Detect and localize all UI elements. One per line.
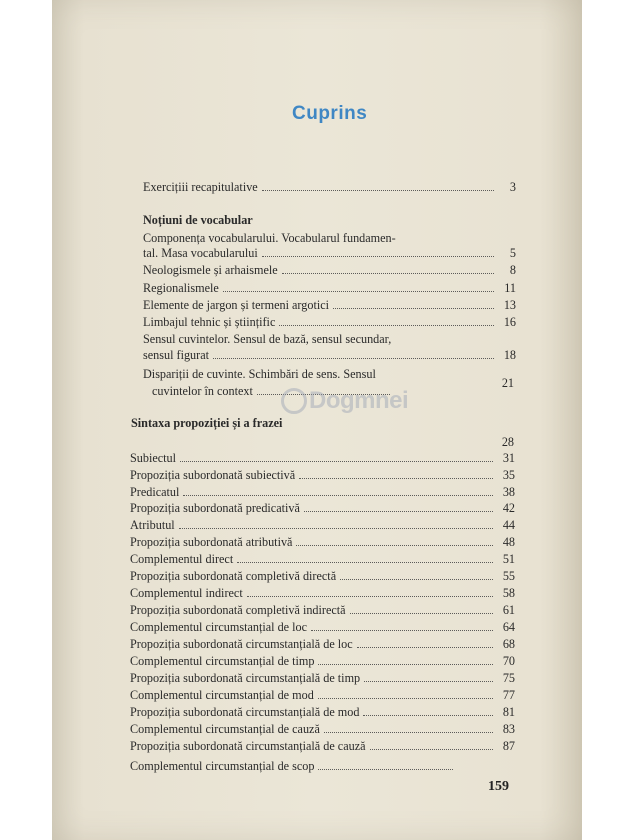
toc-entry-title: Atributul — [130, 518, 175, 532]
toc-entry-title: Propoziția subordonată circumstanțială de timp — [130, 671, 361, 685]
dot-leader — [179, 517, 493, 529]
dot-leader — [364, 670, 493, 682]
toc-entry — [130, 636, 515, 652]
toc-entry-page: 58 — [502, 586, 515, 600]
toc-entry-title: Limbajul tehnic și științific — [143, 315, 276, 329]
toc-entry-title: Complementul circumstanțial de scop — [130, 759, 315, 773]
dot-leader — [333, 297, 494, 309]
dot-leader — [279, 314, 494, 326]
toc-entry-title: Propoziția subordonată predicativă — [130, 501, 300, 515]
toc-entry — [130, 619, 515, 635]
toc-entry-page: 16 — [503, 315, 516, 329]
dot-leader — [183, 484, 493, 496]
watermark — [281, 387, 408, 415]
toc-entry-page: 61 — [502, 603, 515, 617]
toc-entry-page: 35 — [502, 468, 515, 482]
toc-entry-page: 13 — [503, 298, 516, 312]
toc-entry — [130, 534, 515, 550]
toc-entry — [130, 484, 515, 500]
toc-entry-page: 42 — [502, 501, 515, 515]
section-heading: Noțiuni de vocabular — [143, 213, 253, 227]
toc-entry-title: Propoziția subordonată circumstanțială de mod — [130, 705, 360, 719]
toc-entry — [130, 517, 515, 533]
toc-entry-page: 3 — [509, 180, 516, 194]
toc-entry-title: Neologismele și arhaismele — [143, 263, 278, 277]
toc-entry-page: 38 — [502, 485, 515, 499]
toc-entry-title: Dispariții de cuvinte. Schimbări de sens. Sensul — [143, 367, 376, 381]
toc-entry-page: 44 — [502, 518, 515, 532]
toc-entry-title: Propoziția subordonată circumstanțială de cauză — [130, 739, 366, 753]
toc-entry-title: Propoziția subordonată atributivă — [130, 535, 293, 549]
dot-leader — [262, 179, 494, 191]
toc-entry-page: 55 — [502, 569, 515, 583]
toc-entry-page: 77 — [502, 688, 515, 702]
toc-entry — [130, 704, 515, 720]
dot-leader — [296, 534, 493, 546]
toc-entry-page: 51 — [502, 552, 515, 566]
toc-entry — [143, 297, 516, 313]
toc-entry — [130, 653, 515, 669]
watermark-text: Dogmnei — [309, 387, 409, 414]
toc-entry-title: Propoziția subordonată completivă indirectă — [130, 603, 346, 617]
toc-entry — [130, 551, 515, 567]
dot-leader — [350, 602, 493, 614]
toc-entry-title: Exercițiii recapitulative — [143, 180, 258, 194]
toc-entry-page: 70 — [502, 654, 515, 668]
dot-leader — [357, 636, 493, 648]
dot-leader — [318, 687, 493, 699]
toc-entry-page: 87 — [502, 739, 515, 753]
dot-leader — [299, 467, 493, 479]
dot-leader — [237, 551, 493, 563]
toc-entry-title: Propoziția subordonată subiectivă — [130, 468, 296, 482]
page-number: 159 — [488, 779, 509, 794]
section-heading: Sintaxa propoziției și a frazei — [131, 416, 283, 430]
dot-leader — [304, 500, 493, 512]
toc-entry-title: Sensul cuvintelor. Sensul de bază, sensul secundar, — [143, 332, 392, 346]
toc-entry — [143, 245, 516, 261]
toc-entry — [130, 721, 515, 737]
toc-entry-title: Complementul circumstanțial de cauză — [130, 722, 320, 736]
dot-leader — [262, 245, 494, 257]
dot-leader — [223, 280, 494, 292]
toc-entry-title: Complementul direct — [130, 552, 234, 566]
toc-entry-page: 48 — [502, 535, 515, 549]
toc-entry — [130, 602, 515, 618]
dot-leader — [282, 262, 494, 274]
toc-entry-page: 68 — [502, 637, 515, 651]
dot-leader — [247, 585, 493, 597]
dot-leader — [340, 568, 493, 580]
toc-entry — [130, 467, 515, 483]
watermark-logo-icon — [281, 388, 307, 414]
dot-leader — [213, 347, 494, 359]
toc-entry — [130, 670, 515, 686]
toc-entry-title: Complementul circumstanțial de timp — [130, 654, 315, 668]
toc-entry — [143, 262, 516, 278]
toc-entry-page: 31 — [502, 451, 515, 465]
toc-entry-page: 21 — [501, 376, 514, 390]
toc-entry-title: Complementul indirect — [130, 586, 243, 600]
page-title: Cuprins — [292, 103, 368, 124]
toc-entry-title: Elemente de jargon și termeni argotici — [143, 298, 330, 312]
toc-entry — [143, 280, 516, 296]
toc-entry-title: cuvintelor în context — [152, 384, 253, 398]
toc-entry-title: Regionalismele — [143, 281, 219, 295]
toc-entry — [130, 738, 515, 754]
toc-entry-page: 5 — [509, 246, 516, 260]
toc-entry — [130, 687, 515, 703]
toc-entry-title: tal. Masa vocabularului — [143, 246, 258, 260]
toc-entry-title: Propoziția subordonată circumstanțială de loc — [130, 637, 353, 651]
toc-entry — [143, 179, 516, 195]
dot-leader — [311, 619, 493, 631]
toc-entry — [143, 314, 516, 330]
toc-entry-page: 8 — [509, 263, 516, 277]
dot-leader — [363, 704, 493, 716]
toc-entry-page: 28 — [501, 435, 514, 449]
toc-entry-page: 11 — [504, 281, 516, 295]
toc-entry — [130, 450, 515, 466]
toc-entry-page: 83 — [502, 722, 515, 736]
toc-entry-title: Componența vocabularului. Vocabularul fundamen- — [143, 231, 396, 245]
toc-entry — [130, 500, 515, 516]
dot-leader — [370, 738, 493, 750]
toc-entry — [130, 758, 475, 774]
toc-entry — [130, 585, 515, 601]
dot-leader — [318, 653, 493, 665]
toc-entry-title: Predicatul — [130, 485, 180, 499]
toc-entry-title: Propoziția subordonată completivă directă — [130, 569, 337, 583]
toc-entry — [143, 347, 516, 363]
toc-entry-title: Complementul circumstanțial de loc — [130, 620, 308, 634]
toc-entry-page: 81 — [502, 705, 515, 719]
toc-entry-title: Subiectul — [130, 451, 177, 465]
toc-entry-page: 75 — [502, 671, 515, 685]
toc-entry — [130, 568, 515, 584]
dot-leader — [324, 721, 493, 733]
toc-entry-title: Complementul circumstanțial de mod — [130, 688, 314, 702]
dot-leader — [318, 758, 453, 770]
toc-entry-page: 64 — [502, 620, 515, 634]
toc-entry-title: sensul figurat — [143, 348, 210, 362]
dot-leader — [180, 450, 493, 462]
toc-entry-page: 18 — [503, 348, 516, 362]
